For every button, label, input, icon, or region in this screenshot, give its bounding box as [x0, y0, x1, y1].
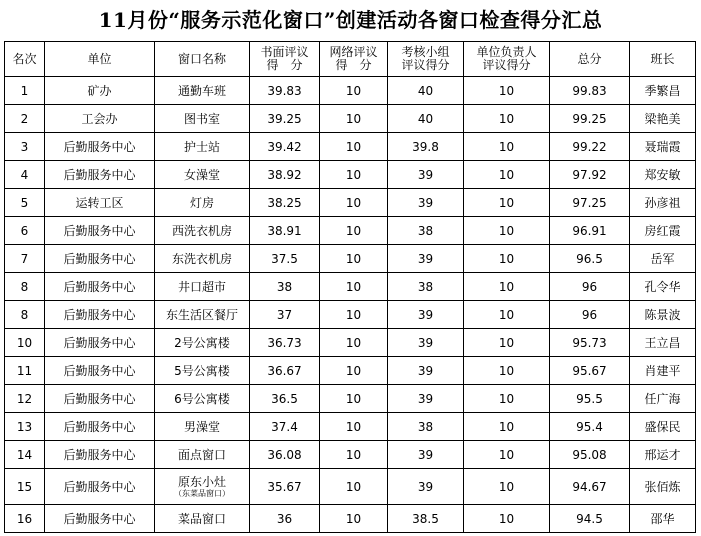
cell-team: 40 — [388, 105, 464, 133]
cell-rank: 14 — [5, 441, 45, 469]
cell-unit: 后勤服务中心 — [45, 133, 155, 161]
table-row — [5, 189, 696, 217]
cell-leader: 王立昌 — [630, 329, 696, 357]
cell-written: 37 — [250, 301, 320, 329]
cell-total: 94.67 — [550, 469, 630, 505]
cell-network: 10 — [320, 133, 388, 161]
cell-window: 护士站 — [155, 133, 250, 161]
cell-unit: 后勤服务中心 — [45, 161, 155, 189]
cell-unit-head: 10 — [464, 133, 550, 161]
table-row — [5, 413, 696, 441]
cell-network: 10 — [320, 77, 388, 105]
cell-leader: 房红霞 — [630, 217, 696, 245]
cell-team: 38 — [388, 413, 464, 441]
cell-unit: 后勤服务中心 — [45, 413, 155, 441]
cell-rank: 7 — [5, 245, 45, 273]
cell-window — [155, 469, 250, 505]
score-table — [4, 41, 696, 533]
cell-unit: 后勤服务中心 — [45, 245, 155, 273]
cell-unit-head: 10 — [464, 273, 550, 301]
table-row — [5, 385, 696, 413]
cell-leader: 岳军 — [630, 245, 696, 273]
cell-unit: 后勤服务中心 — [45, 301, 155, 329]
cell-network: 10 — [320, 105, 388, 133]
cell-written: 36.08 — [250, 441, 320, 469]
cell-leader: 张佰炼 — [630, 469, 696, 505]
cell-window: 东洗衣机房 — [155, 245, 250, 273]
cell-leader: 任广海 — [630, 385, 696, 413]
cell-network: 10 — [320, 301, 388, 329]
cell-team: 39 — [388, 441, 464, 469]
cell-unit: 后勤服务中心 — [45, 385, 155, 413]
table-row — [5, 161, 696, 189]
cell-rank: 5 — [5, 189, 45, 217]
cell-written: 38.25 — [250, 189, 320, 217]
cell-unit-head: 10 — [464, 301, 550, 329]
cell-window: 通勤车班 — [155, 77, 250, 105]
cell-network: 10 — [320, 357, 388, 385]
table-row — [5, 217, 696, 245]
cell-team: 39.8 — [388, 133, 464, 161]
cell-unit-head: 10 — [464, 505, 550, 533]
cell-window: 东生活区餐厅 — [155, 301, 250, 329]
cell-unit: 后勤服务中心 — [45, 505, 155, 533]
header-team-score — [388, 42, 464, 77]
cell-unit-head: 10 — [464, 329, 550, 357]
cell-unit-head: 10 — [464, 217, 550, 245]
cell-leader: 邵华 — [630, 505, 696, 533]
cell-network: 10 — [320, 469, 388, 505]
cell-total: 99.25 — [550, 105, 630, 133]
cell-rank: 15 — [5, 469, 45, 505]
cell-unit-head: 10 — [464, 385, 550, 413]
cell-unit-head: 10 — [464, 357, 550, 385]
cell-rank: 11 — [5, 357, 45, 385]
cell-window: 女澡堂 — [155, 161, 250, 189]
cell-total: 95.67 — [550, 357, 630, 385]
cell-unit-head: 10 — [464, 413, 550, 441]
cell-unit-head: 10 — [464, 441, 550, 469]
cell-unit: 后勤服务中心 — [45, 273, 155, 301]
cell-total: 96 — [550, 301, 630, 329]
cell-team: 39 — [388, 329, 464, 357]
cell-written: 37.5 — [250, 245, 320, 273]
cell-unit: 后勤服务中心 — [45, 441, 155, 469]
cell-written: 39.25 — [250, 105, 320, 133]
cell-leader: 盛保民 — [630, 413, 696, 441]
cell-leader: 邢运才 — [630, 441, 696, 469]
header-total: 总分 — [550, 42, 630, 77]
cell-window-main: 原东小灶 — [177, 474, 226, 489]
cell-leader: 肖建平 — [630, 357, 696, 385]
table-row — [5, 469, 696, 505]
table-row — [5, 441, 696, 469]
cell-written: 39.83 — [250, 77, 320, 105]
header-unit-head-line2: 评议得分 — [482, 58, 531, 72]
cell-total: 95.08 — [550, 441, 630, 469]
cell-total: 99.83 — [550, 77, 630, 105]
cell-rank: 8 — [5, 301, 45, 329]
table-row — [5, 133, 696, 161]
table-row — [5, 77, 696, 105]
header-written-line2: 得 分 — [266, 58, 303, 72]
table-row — [5, 273, 696, 301]
cell-total: 96.5 — [550, 245, 630, 273]
cell-network: 10 — [320, 441, 388, 469]
cell-rank: 2 — [5, 105, 45, 133]
cell-total: 96.91 — [550, 217, 630, 245]
header-unit-head-score — [464, 42, 550, 77]
cell-window: 图书室 — [155, 105, 250, 133]
cell-rank: 10 — [5, 329, 45, 357]
cell-total: 97.25 — [550, 189, 630, 217]
cell-written: 37.4 — [250, 413, 320, 441]
cell-network: 10 — [320, 189, 388, 217]
table-body — [5, 77, 696, 533]
cell-unit-head: 10 — [464, 245, 550, 273]
header-written-line1: 书面评议 — [260, 45, 309, 59]
header-unit-head-line1: 单位负责人 — [476, 45, 537, 59]
cell-written: 38 — [250, 273, 320, 301]
cell-window: 菜品窗口 — [155, 505, 250, 533]
cell-unit-head: 10 — [464, 105, 550, 133]
cell-team: 38 — [388, 273, 464, 301]
cell-rank: 3 — [5, 133, 45, 161]
cell-leader: 季繁昌 — [630, 77, 696, 105]
cell-written: 38.91 — [250, 217, 320, 245]
header-network-score — [320, 42, 388, 77]
cell-rank: 4 — [5, 161, 45, 189]
cell-total: 99.22 — [550, 133, 630, 161]
cell-network: 10 — [320, 161, 388, 189]
cell-written: 38.92 — [250, 161, 320, 189]
cell-team: 39 — [388, 245, 464, 273]
cell-network: 10 — [320, 505, 388, 533]
cell-written: 36.5 — [250, 385, 320, 413]
cell-unit: 工会办 — [45, 105, 155, 133]
cell-network: 10 — [320, 385, 388, 413]
cell-team: 38 — [388, 217, 464, 245]
cell-unit: 后勤服务中心 — [45, 329, 155, 357]
cell-leader: 孙彦祖 — [630, 189, 696, 217]
table-row — [5, 329, 696, 357]
cell-unit: 后勤服务中心 — [45, 217, 155, 245]
cell-written: 36.67 — [250, 357, 320, 385]
cell-window: 男澡堂 — [155, 413, 250, 441]
cell-team: 38.5 — [388, 505, 464, 533]
cell-team: 39 — [388, 189, 464, 217]
page-title: 11月份“服务示范化窗口”创建活动各窗口检查得分汇总 — [98, 8, 603, 32]
cell-total: 94.5 — [550, 505, 630, 533]
cell-team: 40 — [388, 77, 464, 105]
cell-leader: 聂瑞霞 — [630, 133, 696, 161]
header-network-line1: 网络评议 — [329, 45, 378, 59]
header-team-line1: 考核小组 — [401, 45, 450, 59]
header-window-name: 窗口名称 — [155, 42, 250, 77]
cell-written: 39.42 — [250, 133, 320, 161]
cell-window: 灯房 — [155, 189, 250, 217]
cell-window: 2号公寓楼 — [155, 329, 250, 357]
cell-leader: 梁艳美 — [630, 105, 696, 133]
header-rank: 名次 — [5, 42, 45, 77]
cell-window: 6号公寓楼 — [155, 385, 250, 413]
header-network-line2: 得 分 — [335, 58, 372, 72]
cell-window-note: （东菜品窗口） — [174, 488, 230, 498]
cell-rank: 12 — [5, 385, 45, 413]
cell-window: 井口超市 — [155, 273, 250, 301]
header-unit: 单位 — [45, 42, 155, 77]
cell-network: 10 — [320, 217, 388, 245]
cell-window: 西洗衣机房 — [155, 217, 250, 245]
cell-window: 5号公寓楼 — [155, 357, 250, 385]
cell-unit: 运转工区 — [45, 189, 155, 217]
cell-team: 39 — [388, 301, 464, 329]
cell-team: 39 — [388, 357, 464, 385]
table-header-row — [5, 42, 696, 77]
cell-written: 35.67 — [250, 469, 320, 505]
header-team-line2: 评议得分 — [401, 58, 450, 72]
cell-total: 95.73 — [550, 329, 630, 357]
cell-written: 36 — [250, 505, 320, 533]
cell-total: 95.4 — [550, 413, 630, 441]
cell-unit: 后勤服务中心 — [45, 357, 155, 385]
cell-team: 39 — [388, 161, 464, 189]
cell-network: 10 — [320, 273, 388, 301]
cell-unit-head: 10 — [464, 469, 550, 505]
cell-rank: 6 — [5, 217, 45, 245]
cell-rank: 13 — [5, 413, 45, 441]
cell-unit: 后勤服务中心 — [45, 469, 155, 505]
cell-total: 96 — [550, 273, 630, 301]
cell-unit-head: 10 — [464, 189, 550, 217]
cell-written: 36.73 — [250, 329, 320, 357]
header-leader: 班长 — [630, 42, 696, 77]
cell-network: 10 — [320, 413, 388, 441]
cell-team: 39 — [388, 469, 464, 505]
cell-network: 10 — [320, 329, 388, 357]
cell-rank: 8 — [5, 273, 45, 301]
cell-total: 95.5 — [550, 385, 630, 413]
table-row — [5, 245, 696, 273]
cell-network: 10 — [320, 245, 388, 273]
cell-team: 39 — [388, 385, 464, 413]
cell-leader: 陈景波 — [630, 301, 696, 329]
header-written-score — [250, 42, 320, 77]
cell-total: 97.92 — [550, 161, 630, 189]
table-row — [5, 105, 696, 133]
cell-window: 面点窗口 — [155, 441, 250, 469]
cell-leader: 孔令华 — [630, 273, 696, 301]
cell-rank: 1 — [5, 77, 45, 105]
table-row — [5, 357, 696, 385]
table-row — [5, 505, 696, 533]
cell-unit-head: 10 — [464, 77, 550, 105]
cell-leader: 郑安敏 — [630, 161, 696, 189]
cell-rank: 16 — [5, 505, 45, 533]
cell-unit: 矿办 — [45, 77, 155, 105]
table-row — [5, 301, 696, 329]
cell-unit-head: 10 — [464, 161, 550, 189]
